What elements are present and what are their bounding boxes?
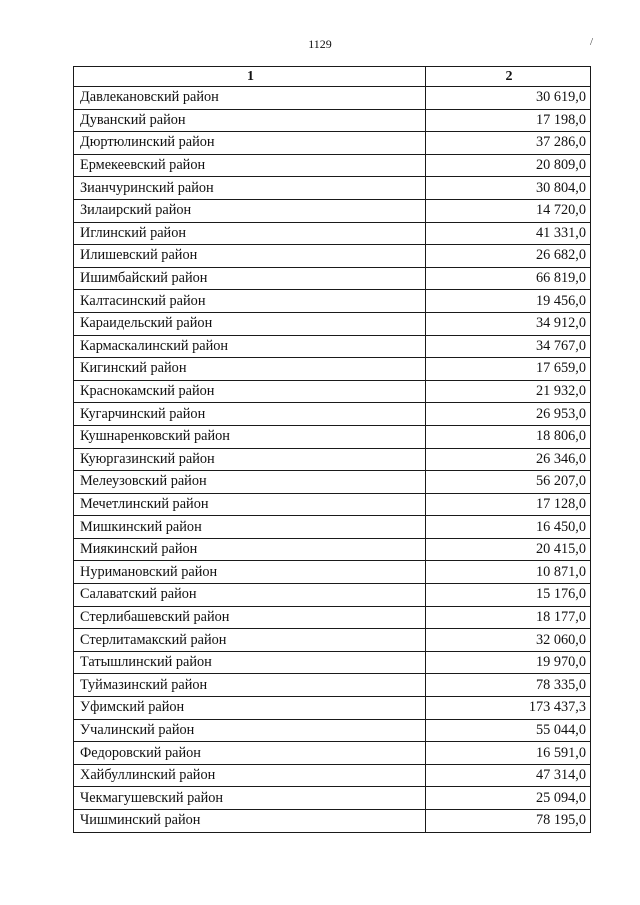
district-value-cell: 20 809,0: [426, 154, 591, 177]
district-name-cell: Ермекеевский район: [74, 154, 426, 177]
district-name-cell: Кугарчинский район: [74, 403, 426, 426]
district-value-cell: 34 767,0: [426, 335, 591, 358]
district-name-cell: Зилаирский район: [74, 199, 426, 222]
district-value-cell: 26 682,0: [426, 245, 591, 268]
district-name-cell: Стерлибашевский район: [74, 606, 426, 629]
table-row: [74, 742, 591, 765]
district-name-cell: Татышлинский район: [74, 651, 426, 674]
district-name-cell: Мишкинский район: [74, 516, 426, 539]
table-row: [74, 290, 591, 313]
district-value-cell: 16 450,0: [426, 516, 591, 539]
district-value-cell: 56 207,0: [426, 471, 591, 494]
district-value-cell: 32 060,0: [426, 629, 591, 652]
table-row: [74, 267, 591, 290]
district-name-cell: Мечетлинский район: [74, 493, 426, 516]
district-name-cell: Кушнаренковский район: [74, 425, 426, 448]
district-value-cell: 16 591,0: [426, 742, 591, 765]
table-row: [74, 561, 591, 584]
table-row: [74, 584, 591, 607]
district-value-cell: 34 912,0: [426, 312, 591, 335]
district-value-cell: 17 198,0: [426, 109, 591, 132]
district-name-cell: Ишимбайский район: [74, 267, 426, 290]
table-row: [74, 154, 591, 177]
district-name-cell: Уфимский район: [74, 697, 426, 720]
district-table: [73, 66, 591, 833]
district-value-cell: 20 415,0: [426, 538, 591, 561]
district-name-cell: Миякинский район: [74, 538, 426, 561]
district-name-cell: Хайбуллинский район: [74, 764, 426, 787]
table-row: [74, 810, 591, 833]
table-row: [74, 493, 591, 516]
district-name-cell: Кармаскалинский район: [74, 335, 426, 358]
district-value-cell: 41 331,0: [426, 222, 591, 245]
district-name-cell: Стерлитамакский район: [74, 629, 426, 652]
table-row: [74, 516, 591, 539]
table-row: [74, 651, 591, 674]
district-value-cell: 10 871,0: [426, 561, 591, 584]
district-value-cell: 19 970,0: [426, 651, 591, 674]
column-header-2: 2: [426, 67, 591, 87]
district-value-cell: 37 286,0: [426, 132, 591, 155]
table-header-row: [74, 67, 591, 87]
page-number: 1129: [308, 37, 332, 51]
table-row: [74, 606, 591, 629]
table-row: [74, 335, 591, 358]
district-name-cell: Куюргазинский район: [74, 448, 426, 471]
table-row: [74, 403, 591, 426]
district-name-cell: Илишевский район: [74, 245, 426, 268]
district-value-cell: 47 314,0: [426, 764, 591, 787]
district-name-cell: Караидельский район: [74, 312, 426, 335]
district-value-cell: 14 720,0: [426, 199, 591, 222]
district-value-cell: 66 819,0: [426, 267, 591, 290]
district-name-cell: Туймазинский район: [74, 674, 426, 697]
district-value-cell: 25 094,0: [426, 787, 591, 810]
table-row: [74, 471, 591, 494]
district-name-cell: Краснокамский район: [74, 380, 426, 403]
table-row: [74, 448, 591, 471]
district-value-cell: 26 346,0: [426, 448, 591, 471]
district-name-cell: Иглинский район: [74, 222, 426, 245]
table-row: [74, 312, 591, 335]
district-name-cell: Мелеузовский район: [74, 471, 426, 494]
district-name-cell: Дуванский район: [74, 109, 426, 132]
table-row: [74, 222, 591, 245]
district-name-cell: Чишминский район: [74, 810, 426, 833]
district-value-cell: 19 456,0: [426, 290, 591, 313]
table-row: [74, 719, 591, 742]
district-name-cell: Давлекановский район: [74, 87, 426, 110]
table-row: [74, 177, 591, 200]
table-row: [74, 245, 591, 268]
district-name-cell: Федоровский район: [74, 742, 426, 765]
district-name-cell: Салаватский район: [74, 584, 426, 607]
table-row: [74, 629, 591, 652]
district-value-cell: 17 128,0: [426, 493, 591, 516]
table-row: [74, 109, 591, 132]
corner-mark: /: [590, 36, 594, 48]
district-value-cell: 18 177,0: [426, 606, 591, 629]
district-name-cell: Нуримановский район: [74, 561, 426, 584]
district-name-cell: Кигинский район: [74, 358, 426, 381]
table-row: [74, 764, 591, 787]
table-row: [74, 380, 591, 403]
table-row: [74, 425, 591, 448]
column-header-1: 1: [74, 67, 426, 87]
district-value-cell: 173 437,3: [426, 697, 591, 720]
district-value-cell: 55 044,0: [426, 719, 591, 742]
district-value-cell: 18 806,0: [426, 425, 591, 448]
district-value-cell: 26 953,0: [426, 403, 591, 426]
table-row: [74, 132, 591, 155]
table-row: [74, 538, 591, 561]
table-row: [74, 697, 591, 720]
table-row: [74, 674, 591, 697]
district-name-cell: Чекмагушевский район: [74, 787, 426, 810]
district-value-cell: 78 195,0: [426, 810, 591, 833]
district-name-cell: Калтасинский район: [74, 290, 426, 313]
table-row: [74, 358, 591, 381]
district-value-cell: 15 176,0: [426, 584, 591, 607]
district-value-cell: 30 804,0: [426, 177, 591, 200]
table-row: [74, 199, 591, 222]
district-value-cell: 78 335,0: [426, 674, 591, 697]
district-name-cell: Зианчуринский район: [74, 177, 426, 200]
district-name-cell: Дюртюлинский район: [74, 132, 426, 155]
district-value-cell: 30 619,0: [426, 87, 591, 110]
table-row: [74, 87, 591, 110]
table-row: [74, 787, 591, 810]
district-name-cell: Учалинский район: [74, 719, 426, 742]
district-value-cell: 21 932,0: [426, 380, 591, 403]
district-value-cell: 17 659,0: [426, 358, 591, 381]
table-body: [74, 87, 591, 833]
